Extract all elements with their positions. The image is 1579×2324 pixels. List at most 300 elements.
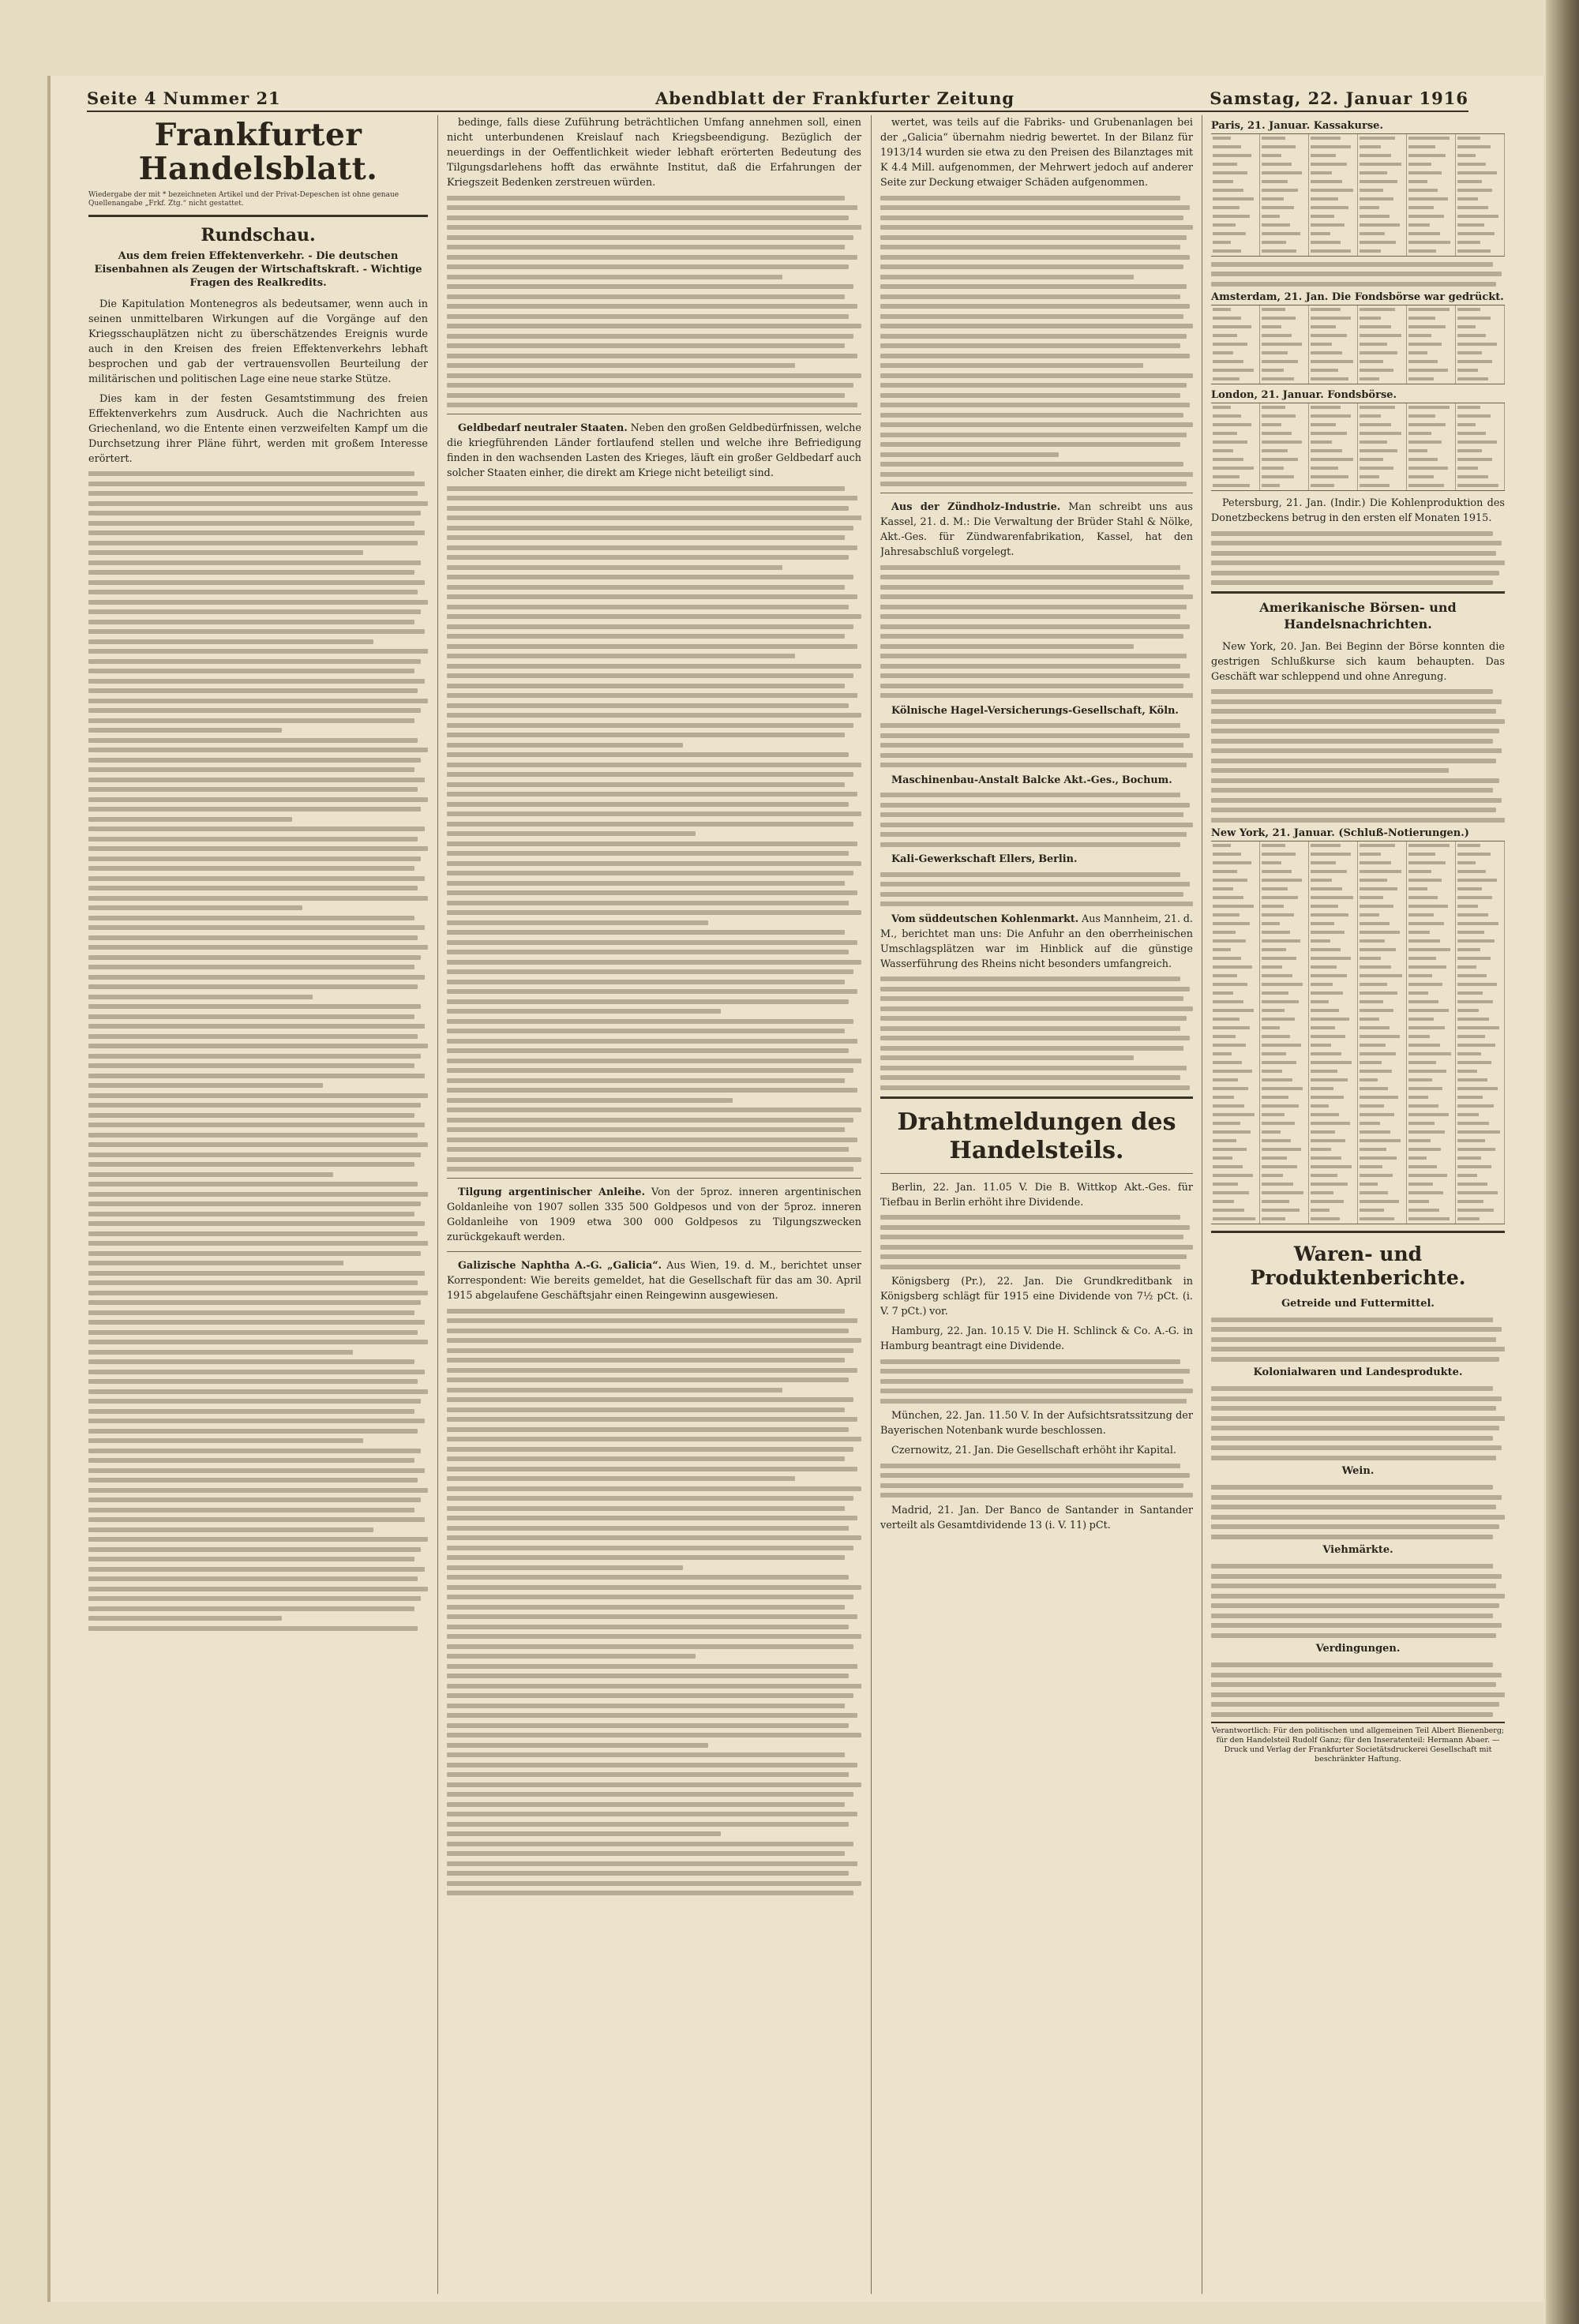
text-line [88,1429,418,1434]
table-cell [1309,946,1358,954]
table-cell [1407,1006,1456,1015]
text-line [447,1713,857,1718]
text-line [1211,580,1493,585]
divider [880,1096,1193,1099]
table-cell [1358,937,1407,946]
table-cell [1309,349,1358,358]
text-line [447,980,845,984]
text-line [88,945,428,950]
market-heading: Paris, 21. Januar. Kassakurse. [1211,120,1383,132]
table-cell [1211,143,1260,152]
text-line [1211,1406,1496,1411]
text-line [1211,759,1496,763]
text-line [88,1201,421,1206]
article-paragraph: wertet, was teils auf die Fabriks- und Grubenanlagen bei der „Galicia“ übernahm niedrig bewertet. In der Bilanz für 1913/14 wurden sie etwa zu den Preisen des Bilanztages mit K 4.4 Mill. aufgenommen, der Mehrwert jedoch auf anderer Seite zur Deckung etwaiger Schäden aufgenommen. [880,117,1193,189]
table-cell [1260,911,1309,920]
table-cell [1211,1180,1260,1189]
text-line [447,1068,853,1073]
table-cell [1211,403,1260,412]
text-line [880,1046,1183,1051]
table-cell [1211,868,1260,876]
text-line [447,763,861,767]
text-line [880,733,1190,738]
table-cell [1407,1128,1456,1137]
table-cell [1309,1137,1358,1145]
table-cell [1358,323,1407,332]
table-cell [1358,403,1407,412]
text-line [447,196,845,201]
text-line [880,605,1187,609]
table-cell [1456,152,1505,160]
text-line [880,1066,1187,1070]
table-cell [1456,195,1505,204]
table-cell [1407,1189,1456,1198]
table-cell [1358,134,1407,143]
text-line [447,1752,845,1757]
masthead-rule [87,111,1468,112]
text-line [88,1389,428,1394]
column-rule [437,115,438,2294]
text-line [88,1508,414,1512]
table-cell [1456,375,1505,384]
text-line [880,743,1183,748]
table-cell [1407,375,1456,384]
text-line [880,565,1180,570]
table-cell [1309,1154,1358,1163]
table-cell [1407,842,1456,850]
text-line [1211,1673,1502,1677]
text-line [88,738,418,743]
table-cell [1309,920,1358,928]
table-cell [1211,1033,1260,1041]
table-cell [1456,221,1505,230]
table-cell [1309,1102,1358,1111]
text-line [880,753,1193,758]
table-cell [1211,1111,1260,1119]
text-line [88,580,425,585]
text-line [447,871,853,875]
table-cell [1260,403,1309,412]
table-cell [1309,859,1358,868]
table-cell [1407,1085,1456,1093]
text-line [447,989,857,994]
table-cell [1309,1198,1358,1206]
text-line [447,545,857,550]
table-cell [1309,186,1358,195]
table-cell [1358,1076,1407,1085]
text-line [447,1871,849,1876]
text-line [880,433,1187,437]
text-line [447,752,849,757]
text-line [447,644,857,649]
text-line [447,1693,853,1698]
text-line [1211,739,1493,744]
table-cell [1358,928,1407,937]
text-line [88,688,418,693]
table-cell [1309,842,1358,850]
text-line [447,225,861,230]
column-3 [880,115,1193,2294]
text-line [88,1458,414,1463]
table-cell [1211,1128,1260,1137]
text-line [447,1704,845,1708]
text-line [880,803,1190,808]
text-line [447,1851,845,1856]
text-line [1211,818,1505,823]
text-line [880,1369,1190,1374]
text-line [88,1044,428,1048]
table-cell [1407,1041,1456,1050]
text-line [88,590,418,594]
table-cell [1211,937,1260,946]
text-line [88,1340,428,1344]
table-cell [1358,876,1407,885]
text-line [447,284,853,289]
article-paragraph: bedinge, falls diese Zuführung beträchtlichen Umfang annehmen soll, einen nicht unterbundenen Kreislauf nach Kriegsbeendigung. Bezüglich der neuerdings in der Oeffentlichkeit wieder lebhaft erörterten Bedeutung des Tilgungsdarlehens hofft das erwähnte Institut, daß die Erfahrungen der Kriegszeit Bedenken zerstreuen würden. [447,117,861,189]
text-line [880,462,1183,467]
table-cell [1211,421,1260,429]
table-cell [1407,876,1456,885]
table-cell [1407,1206,1456,1215]
text-line [88,1478,418,1482]
table-cell [1407,859,1456,868]
text-line [447,403,857,407]
text-line [447,1348,853,1353]
text-line [1211,560,1505,565]
table-cell [1456,447,1505,455]
text-line [88,1419,425,1423]
table-cell [1407,1102,1456,1111]
table-cell [1211,1119,1260,1128]
text-line [1211,1623,1502,1628]
table-cell [1358,212,1407,221]
table-cell [1260,464,1309,473]
text-line [447,910,861,915]
table-cell [1456,980,1505,989]
table-cell [1456,850,1505,859]
text-line [1211,1692,1505,1697]
text-line [447,1506,845,1511]
text-line [447,585,845,590]
table-cell [1211,375,1260,384]
table-cell [1309,1189,1358,1198]
text-line [880,892,1183,897]
text-line [1211,1564,1493,1569]
text-line [88,778,425,782]
article-paragraph: Aus Wien, 19. d. M., berichtet unser Korrespondent: Wie bereits gemeldet, hat die Gesellschaft für das am 30. April 1915 abgelaufene Geschäftsjahr einen Reingewinn ausgewiesen. [447,1260,861,1302]
table-cell [1260,1085,1309,1093]
text-line [447,1309,845,1314]
table-cell [1358,963,1407,972]
column-rule [871,115,872,2294]
table-cell [1456,1033,1505,1041]
text-line [447,1397,853,1402]
table-cell [1407,1059,1456,1067]
table-cell [1456,920,1505,928]
table-cell [1407,998,1456,1006]
table-cell [1456,1137,1505,1145]
table-cell [1309,314,1358,323]
text-line [88,1350,353,1355]
text-line [447,1108,861,1112]
table-cell [1358,972,1407,980]
table-cell [1211,230,1260,238]
text-line [447,772,853,777]
table-cell [1309,1050,1358,1059]
text-line [88,797,428,802]
table-cell [1358,238,1407,247]
table-cell [1456,1111,1505,1119]
text-line [88,1379,418,1384]
table-cell [1260,375,1309,384]
divider [1211,591,1505,594]
table-cell [1456,885,1505,894]
table-cell [1260,1050,1309,1059]
table-cell [1407,1024,1456,1033]
text-line [447,654,795,658]
table-cell [1407,358,1456,366]
table-cell [1309,195,1358,204]
text-line [88,669,414,673]
table-cell [1407,305,1456,314]
text-line [447,743,683,748]
table-cell [1211,885,1260,894]
text-line [1211,1327,1502,1332]
table-cell [1407,314,1456,323]
text-line [88,1212,414,1216]
table-cell [1309,1163,1358,1171]
table-cell [1211,850,1260,859]
table-cell [1309,178,1358,186]
telegram-item: Madrid, 21. Jan. Der Banco de Santander in Santander verteilt als Gesamtdividende 13 (i. V. 11) pCt. [880,1504,1193,1531]
telegram-item: Czernowitz, 21. Jan. Die Gesellschaft erhöht ihr Kapital. [891,1445,1176,1456]
text-line [447,1614,857,1619]
table-cell [1407,980,1456,989]
text-line [447,304,857,309]
table-cell [1407,1145,1456,1154]
table-cell [1456,1093,1505,1102]
table-cell [1407,937,1456,946]
article-heading: Aus der Zündholz-Industrie. [891,501,1061,513]
table-cell [1211,482,1260,490]
table-cell [1456,868,1505,876]
table-cell [1407,178,1456,186]
table-cell [1309,1180,1358,1189]
table-cell [1456,1206,1505,1215]
table-cell [1407,152,1456,160]
table-cell [1358,1102,1407,1111]
table-cell [1260,876,1309,885]
table-cell [1407,403,1456,412]
table-cell [1456,876,1505,885]
table-cell [1407,323,1456,332]
text-line [447,1684,861,1689]
text-line [88,1320,425,1325]
text-line [88,1063,414,1068]
table-cell [1260,920,1309,928]
table-cell [1211,305,1260,314]
table-cell [1407,1067,1456,1076]
table-cell [1211,186,1260,195]
text-line [88,1557,414,1561]
table-cell [1211,1041,1260,1050]
text-line [880,235,1187,240]
text-line [88,975,425,980]
text-line [447,1625,849,1629]
text-line [88,560,421,565]
text-line [88,1300,421,1305]
table-cell [1309,447,1358,455]
market-table [1211,133,1505,257]
table-cell [1309,1059,1358,1067]
table-cell [1309,238,1358,247]
text-line [447,1802,845,1807]
text-line [88,1093,428,1098]
table-cell [1260,1102,1309,1111]
table-cell [1358,186,1407,195]
table-cell [1456,972,1505,980]
table-cell [1407,473,1456,482]
table-cell [1309,954,1358,963]
table-cell [1211,1067,1260,1076]
table-cell [1309,212,1358,221]
table-cell [1358,842,1407,850]
table-cell [1260,1076,1309,1085]
article-heading: Galizische Naphtha A.-G. „Galicia“. [458,1260,662,1272]
subsection-heading: Verdingungen. [1315,1643,1401,1655]
table-cell [1358,366,1407,375]
column-1 [88,115,428,2294]
table-cell [1211,928,1260,937]
text-line [880,482,1187,486]
table-cell [1358,1198,1407,1206]
article-paragraph: Man schreibt uns aus Kassel, 21. d. M.: Die Verwaltung der Brüder Stahl & Nölke, Akt.-Ges. für Zündwarenfabrikation, Kassel, hat den Jahresabschluß vorgelegt. [880,501,1193,558]
text-line [1211,778,1499,783]
text-line [447,901,849,905]
text-line [88,1054,421,1059]
text-line [88,1123,425,1127]
text-line [447,594,857,599]
binding-gutter [1546,0,1579,2324]
table-cell [1211,1206,1260,1215]
text-line [447,624,853,629]
table-cell [1456,989,1505,998]
table-cell [1309,221,1358,230]
table-cell [1211,195,1260,204]
table-cell [1456,482,1505,490]
table-cell [1309,980,1358,989]
table-cell [1260,946,1309,954]
table-cell [1358,1128,1407,1137]
table-cell [1260,868,1309,876]
text-line [447,245,845,249]
table-cell [1211,134,1260,143]
table-cell [1407,1093,1456,1102]
table-cell [1407,1198,1456,1206]
text-line [88,1103,421,1108]
table-cell [1358,305,1407,314]
text-line [880,264,1183,269]
text-line [88,1221,425,1226]
table-cell [1309,989,1358,998]
text-line [447,1782,861,1787]
market-table [1211,841,1505,1224]
text-line [447,664,861,669]
text-line [88,935,418,940]
telegram-item: Berlin, 22. Jan. 11.05 V. Die B. Wittkop Akt.-Ges. für Tiefbau in Berlin erhöht ihre Dividende. [880,1181,1193,1209]
issue-date: Samstag, 22. Januar 1916 [1210,88,1468,108]
table-cell [1260,1059,1309,1067]
text-line [447,1447,853,1452]
table-cell [1358,375,1407,384]
text-line [447,1772,849,1777]
text-line [880,373,1193,378]
text-line [447,354,857,358]
text-line [447,1009,721,1014]
table-cell [1358,1059,1407,1067]
table-cell [1309,894,1358,902]
text-line [1211,571,1499,575]
text-line [880,205,1190,210]
table-cell [1358,1015,1407,1024]
text-line [88,1291,428,1295]
text-line [447,535,845,540]
table-cell [1358,894,1407,902]
text-line [447,1127,845,1132]
text-line [88,501,428,506]
text-line [88,837,418,842]
text-line [880,393,1180,398]
text-line [880,1254,1187,1259]
table-cell [1309,340,1358,349]
text-line [88,1280,418,1285]
text-line [88,1567,425,1572]
text-line [880,823,1193,827]
text-line [1211,1574,1502,1579]
table-cell [1407,447,1456,455]
table-cell [1260,885,1309,894]
text-line [88,1438,363,1443]
table-cell [1211,221,1260,230]
table-cell [1260,1206,1309,1215]
table-cell [1407,1163,1456,1171]
text-line [88,511,421,515]
table-cell [1358,178,1407,186]
text-line [880,1379,1183,1384]
table-cell [1211,1024,1260,1033]
table-cell [1211,954,1260,963]
market-table [1211,403,1505,491]
table-cell [1407,972,1456,980]
text-line [447,1585,861,1590]
table-cell [1211,1215,1260,1224]
text-line [880,575,1190,579]
table-cell [1260,1137,1309,1145]
table-cell [1358,221,1407,230]
table-cell [1260,1015,1309,1024]
text-line [88,857,421,861]
table-cell [1260,1171,1309,1180]
table-cell [1407,963,1456,972]
table-cell [1407,885,1456,894]
table-cell [1407,920,1456,928]
article-heading: Kölnische Hagel-Versicherungs-Gesellschaft, Köln. [891,704,1179,717]
table-cell [1407,464,1456,473]
table-cell [1456,340,1505,349]
table-cell [1456,305,1505,314]
table-cell [1456,403,1505,412]
table-cell [1309,1067,1358,1076]
